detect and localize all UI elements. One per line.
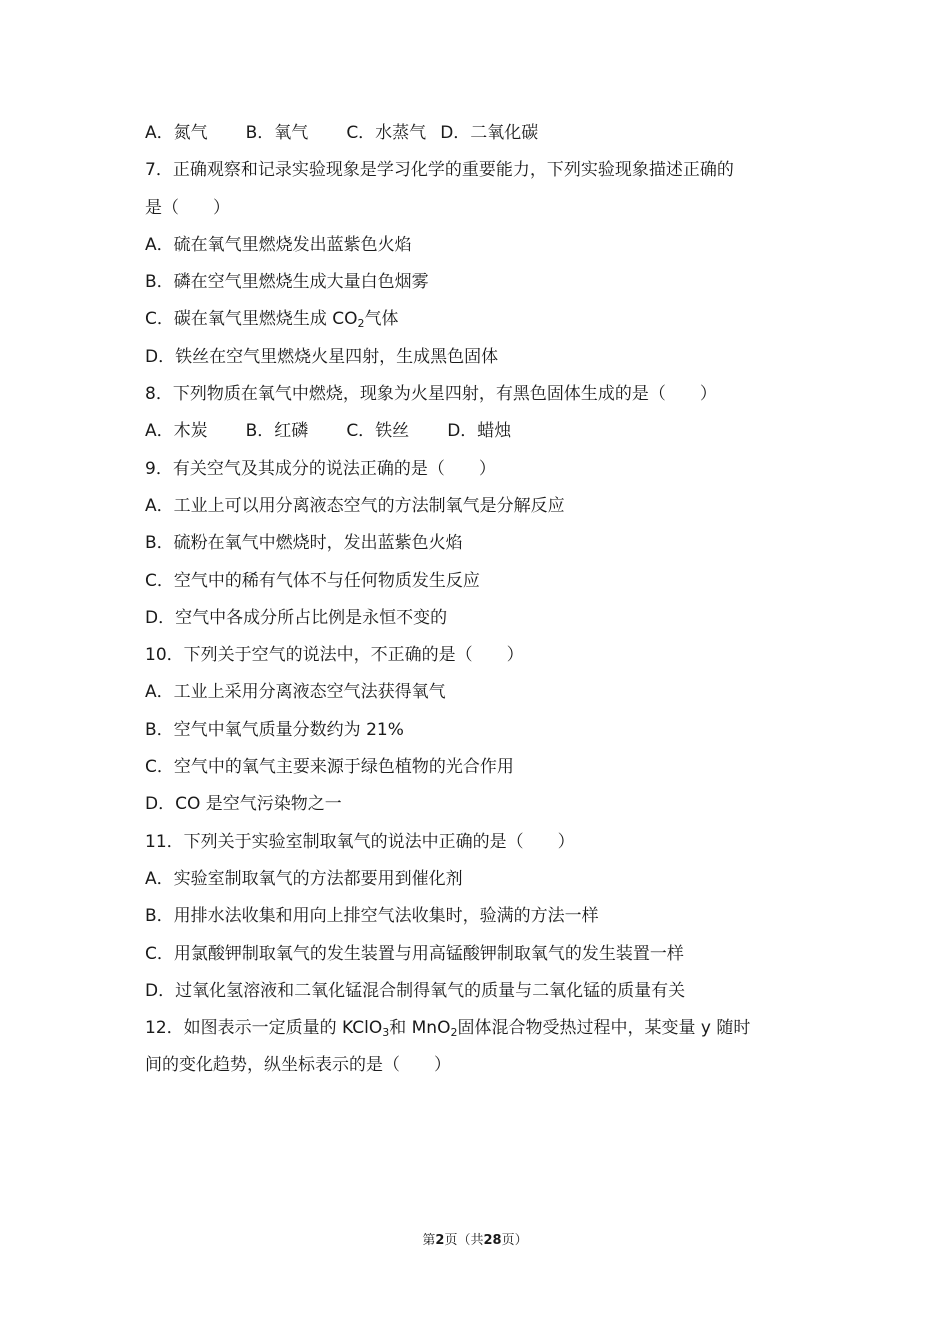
q12-stem-part3: 固体混合物受热过程中，某变量 y 随时: [457, 1018, 751, 1039]
q7-stem-line1: 7．正确观察和记录实验现象是学习化学的重要能力，下列实验现象描述正确的: [145, 160, 734, 181]
q7-option-c: [145, 301, 815, 338]
q10-option-c: C．空气中的氧气主要来源于绿色植物的光合作用: [145, 757, 514, 778]
q8-stem: 8．下列物质在氧气中燃烧，现象为火星四射，有黑色固体生成的是（ ）: [145, 384, 717, 405]
q7-option-a: A．硫在氧气里燃烧发出蓝紫色火焰: [145, 234, 412, 255]
page-footer: [0, 1229, 950, 1248]
q9-option-c: C．空气中的稀有气体不与任何物质发生反应: [145, 570, 480, 591]
q12-subscript-2: 2: [450, 1026, 458, 1040]
q6-option-c: C．水蒸气: [346, 123, 427, 143]
q10-stem: 10．下列关于空气的说法中，不正确的是（ ）: [145, 645, 524, 666]
q6-options: [145, 115, 815, 152]
q9-option-a: A．工业上可以用分离液态空气的方法制氧气是分解反应: [145, 495, 565, 516]
q7-option-b: B．磷在空气里燃烧生成大量白色烟雾: [145, 272, 429, 293]
q7-option-c-subscript: 2: [357, 317, 365, 331]
footer-prefix: 第: [422, 1233, 436, 1248]
q12-subscript-1: 3: [382, 1026, 390, 1040]
q8-option-d: D．蜡烛: [447, 421, 512, 442]
q12-stem-part1: 12．如图表示一定质量的 KClO: [145, 1018, 383, 1039]
q9-stem: 9．有关空气及其成分的说法正确的是（ ）: [145, 458, 496, 479]
q8-options: [145, 413, 815, 450]
q12-stem-part2: 和 MnO: [389, 1018, 451, 1039]
footer-page-number: 2: [435, 1233, 445, 1248]
q6-option-a: A．氮气: [145, 123, 208, 143]
footer-total-pages: 28: [483, 1233, 502, 1248]
q9-option-b: B．硫粉在氧气中燃烧时，发出蓝紫色火焰: [145, 533, 463, 554]
q11-option-a: A．实验室制取氧气的方法都要用到催化剂: [145, 868, 463, 889]
q10-option-d: D．CO 是空气污染物之一: [145, 794, 342, 815]
q7-option-c-text: C．碳在氧气里燃烧生成 CO: [145, 309, 358, 330]
q12-stem-line1: [145, 1010, 815, 1047]
q10-option-a: A．工业上采用分离液态空气法获得氧气: [145, 682, 446, 703]
q7-stem-line2: 是（ ）: [145, 197, 230, 218]
q6-option-d: D．二氧化碳: [440, 123, 539, 143]
footer-middle: 页（共: [444, 1233, 484, 1248]
q11-option-d: D．过氧化氢溶液和二氧化锰混合制得氧气的质量与二氧化锰的质量有关: [145, 980, 686, 1001]
q11-option-b: B．用排水法收集和用向上排空气法收集时，验满的方法一样: [145, 906, 599, 927]
q8-option-b: B．红磷: [245, 421, 309, 442]
q12-stem-line2: 间的变化趋势，纵坐标表示的是（ ）: [145, 1055, 451, 1076]
q7-option-d: D．铁丝在空气里燃烧火星四射，生成黑色固体: [145, 346, 499, 367]
q7-option-c-suffix: 气体: [364, 309, 399, 330]
q8-option-a: A．木炭: [145, 421, 208, 442]
footer-suffix: 页）: [501, 1233, 528, 1248]
q6-option-b: B．氧气: [245, 123, 309, 143]
question-content: [145, 115, 815, 1085]
q8-option-c: C．铁丝: [346, 421, 410, 442]
q9-option-d: D．空气中各成分所占比例是永恒不变的: [145, 607, 448, 628]
q10-option-b: B．空气中氧气质量分数约为 21%: [145, 719, 404, 740]
q11-stem: 11．下列关于实验室制取氧气的说法中正确的是（ ）: [145, 831, 575, 852]
q11-option-c: C．用氯酸钾制取氧气的发生装置与用高锰酸钾制取氧气的发生装置一样: [145, 943, 684, 964]
